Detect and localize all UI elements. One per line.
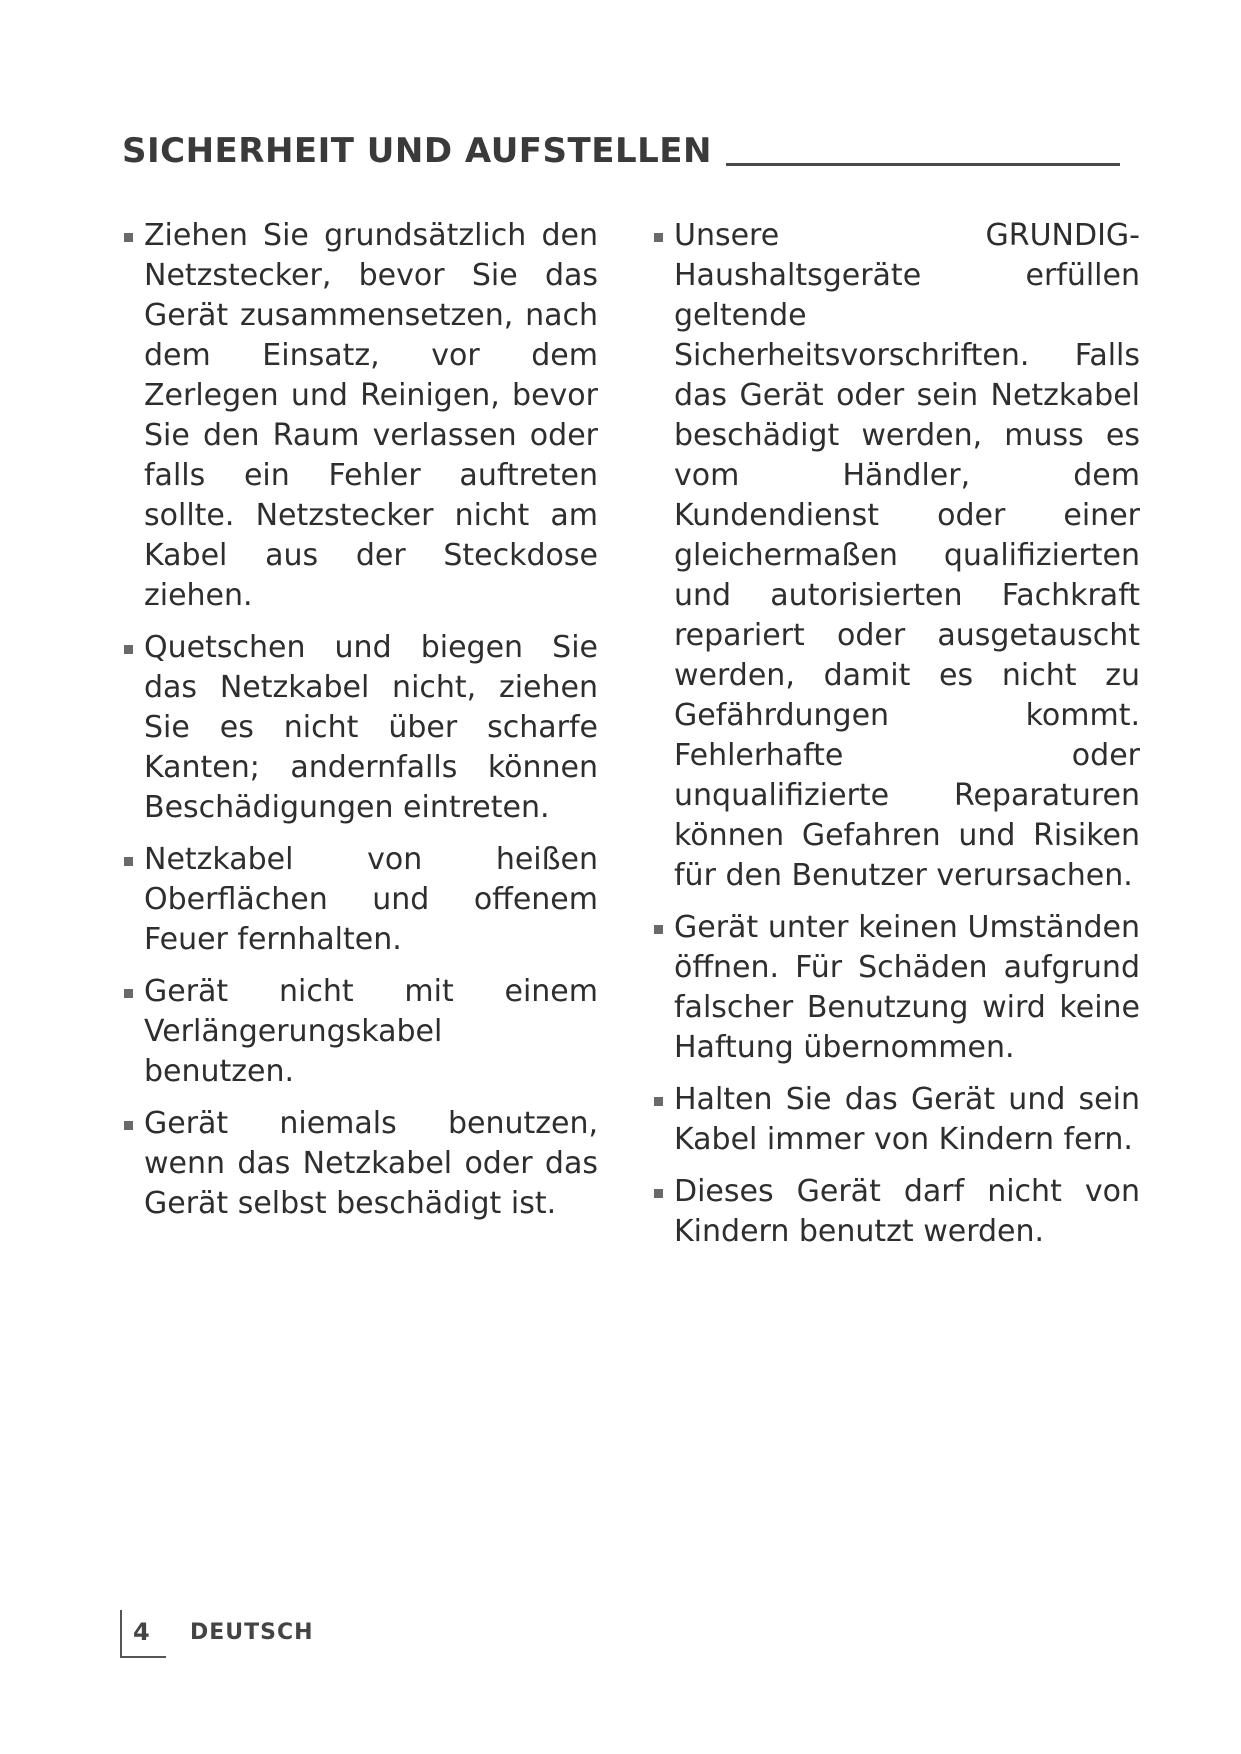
right-column [652, 216, 1140, 1264]
list-item [122, 840, 598, 960]
list-item [652, 1172, 1140, 1252]
list-item-text: Gerät unter keinen Umständen öffnen. Für Schäden aufgrund falscher Benutzung wird keine Haftung übernommen. [674, 910, 1140, 1065]
list-item-text: Gerät nicht mit einem Verlängerungskabel benutzen. [144, 974, 598, 1089]
list-item-text: Netzkabel von heißen Oberflächen und offenem Feuer fernhalten. [144, 842, 598, 957]
footer-language: DEUTSCH [190, 1620, 314, 1645]
list-item-text: Unsere GRUNDIG-Haushaltsgeräte erfüllen geltende Sicherheitsvorschriften. Falls das Gerät oder sein Netzkabel beschädigt werden, muss es vom Händler, dem Kundendienst oder einer gleichermaßen qualifizierten und autorisierten Fachkraft repariert oder ausgetauscht werden, damit es nicht zu Gefährdungen kommt. Fehlerhafte oder unqualifizierte Reparaturen können Gefahren und Risiken für den Benutzer verursachen. [674, 218, 1140, 893]
list-item [122, 216, 598, 616]
bullet-square-icon [124, 857, 133, 866]
bullet-square-icon [124, 1121, 133, 1130]
bullet-square-icon [654, 1189, 663, 1198]
list-item-text: Dieses Gerät darf nicht von Kindern benutzt werden. [674, 1174, 1140, 1249]
list-item-text: Quetschen und biegen Sie das Netzkabel nicht, ziehen Sie es nicht über scharfe Kanten; andernfalls können Beschädigungen eintreten. [144, 630, 598, 825]
list-item-text: Halten Sie das Gerät und sein Kabel immer von Kindern fern. [674, 1082, 1140, 1157]
bullet-square-icon [654, 925, 663, 934]
header-rule [726, 163, 1120, 166]
list-item [122, 972, 598, 1092]
list-item-text: Gerät niemals benutzen, wenn das Netzkabel oder das Gerät selbst beschädigt ist. [144, 1106, 598, 1221]
list-item [652, 908, 1140, 1068]
left-column [122, 216, 598, 1236]
bullet-square-icon [124, 233, 133, 242]
bullet-square-icon [654, 233, 663, 242]
list-item [122, 628, 598, 828]
bullet-square-icon [124, 989, 133, 998]
list-item [652, 216, 1140, 896]
bullet-square-icon [654, 1097, 663, 1106]
list-item [122, 1104, 598, 1224]
page-title: SICHERHEIT UND AUFSTELLEN [122, 131, 712, 171]
section-header [122, 118, 1120, 171]
page-number: 4 [133, 1618, 150, 1646]
list-item [652, 1080, 1140, 1160]
bullet-square-icon [124, 645, 133, 654]
list-item-text: Ziehen Sie grundsätzlich den Netzstecker, bevor Sie das Gerät zusammensetzen, nach dem Einsatz, vor dem Zerlegen und Reinigen, bevor Sie den Raum verlassen oder falls ein Fehler auftreten sollte. Netzstecker nicht am Kabel aus der Steckdose ziehen. [144, 218, 598, 613]
